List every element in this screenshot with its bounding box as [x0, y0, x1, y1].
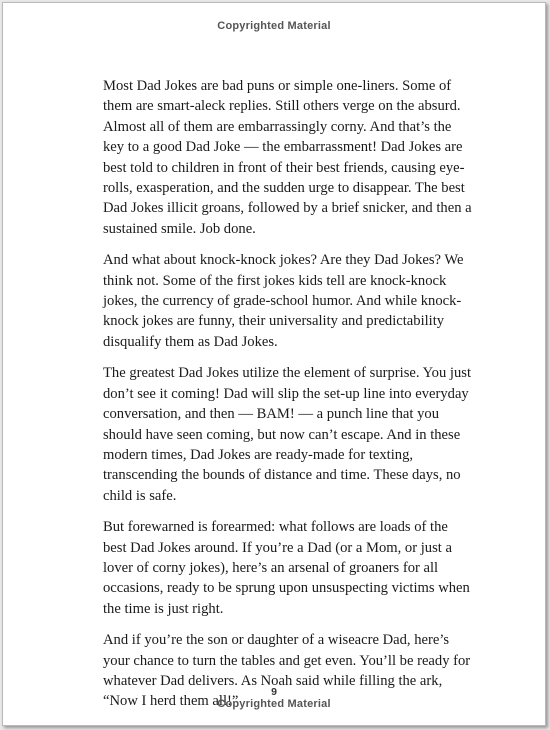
page-body — [103, 76, 473, 723]
page-number: 9 — [271, 686, 277, 698]
paragraph: And if you’re the son or daughter of a wiseacre Dad, here’s your chance to turn the tables and get even. You’ll be ready for whatever Dad delivers. As Noah said while filling the ark, “Now I herd them all!” — [103, 632, 471, 710]
copyright-footer: Copyrighted Material — [217, 698, 331, 710]
book-page — [2, 2, 546, 726]
paragraph: But forewarned is forearmed: what follows are loads of the best Dad Jokes around. If you’re a Dad (or a Mom, or just a lover of corny jokes), here’s an arsenal of groaners for all occasions, ready to be sprung upon unsuspecting victims when the time is just right. — [103, 519, 470, 617]
copyright-header: Copyrighted Material — [217, 20, 331, 32]
paragraph: Most Dad Jokes are bad puns or simple one-liners. Some of them are smart-aleck replies. Still others verge on the absurd. Almost all of them are embarrassingly corny. And that’s the key to a good Dad Joke — the embarrassment! Dad Jokes are best told to children in front of their best friends, causing eye-rolls, exasperation, and the sudden urge to disappear. The best Dad Jokes illicit groans, followed by a brief snicker, and then a sustained smile. Job done. — [103, 78, 472, 237]
paragraph: The greatest Dad Jokes utilize the element of surprise. You just don’t see it coming! Dad will slip the set-up line into everyday conversation, and then — BAM! — a punch line that you should have seen coming, but now can’t escape. And in these modern times, Dad Jokes are ready-made for texting, transcending the bounds of distance and time. These days, no child is safe. — [103, 365, 472, 504]
paragraph: And what about knock-knock jokes? Are they Dad Jokes? We think not. Some of the first jokes kids tell are knock-knock jokes, the currency of grade-school humor. And while knock-knock jokes are funny, their universality and predictability disqualify them as Dad Jokes. — [103, 252, 464, 350]
